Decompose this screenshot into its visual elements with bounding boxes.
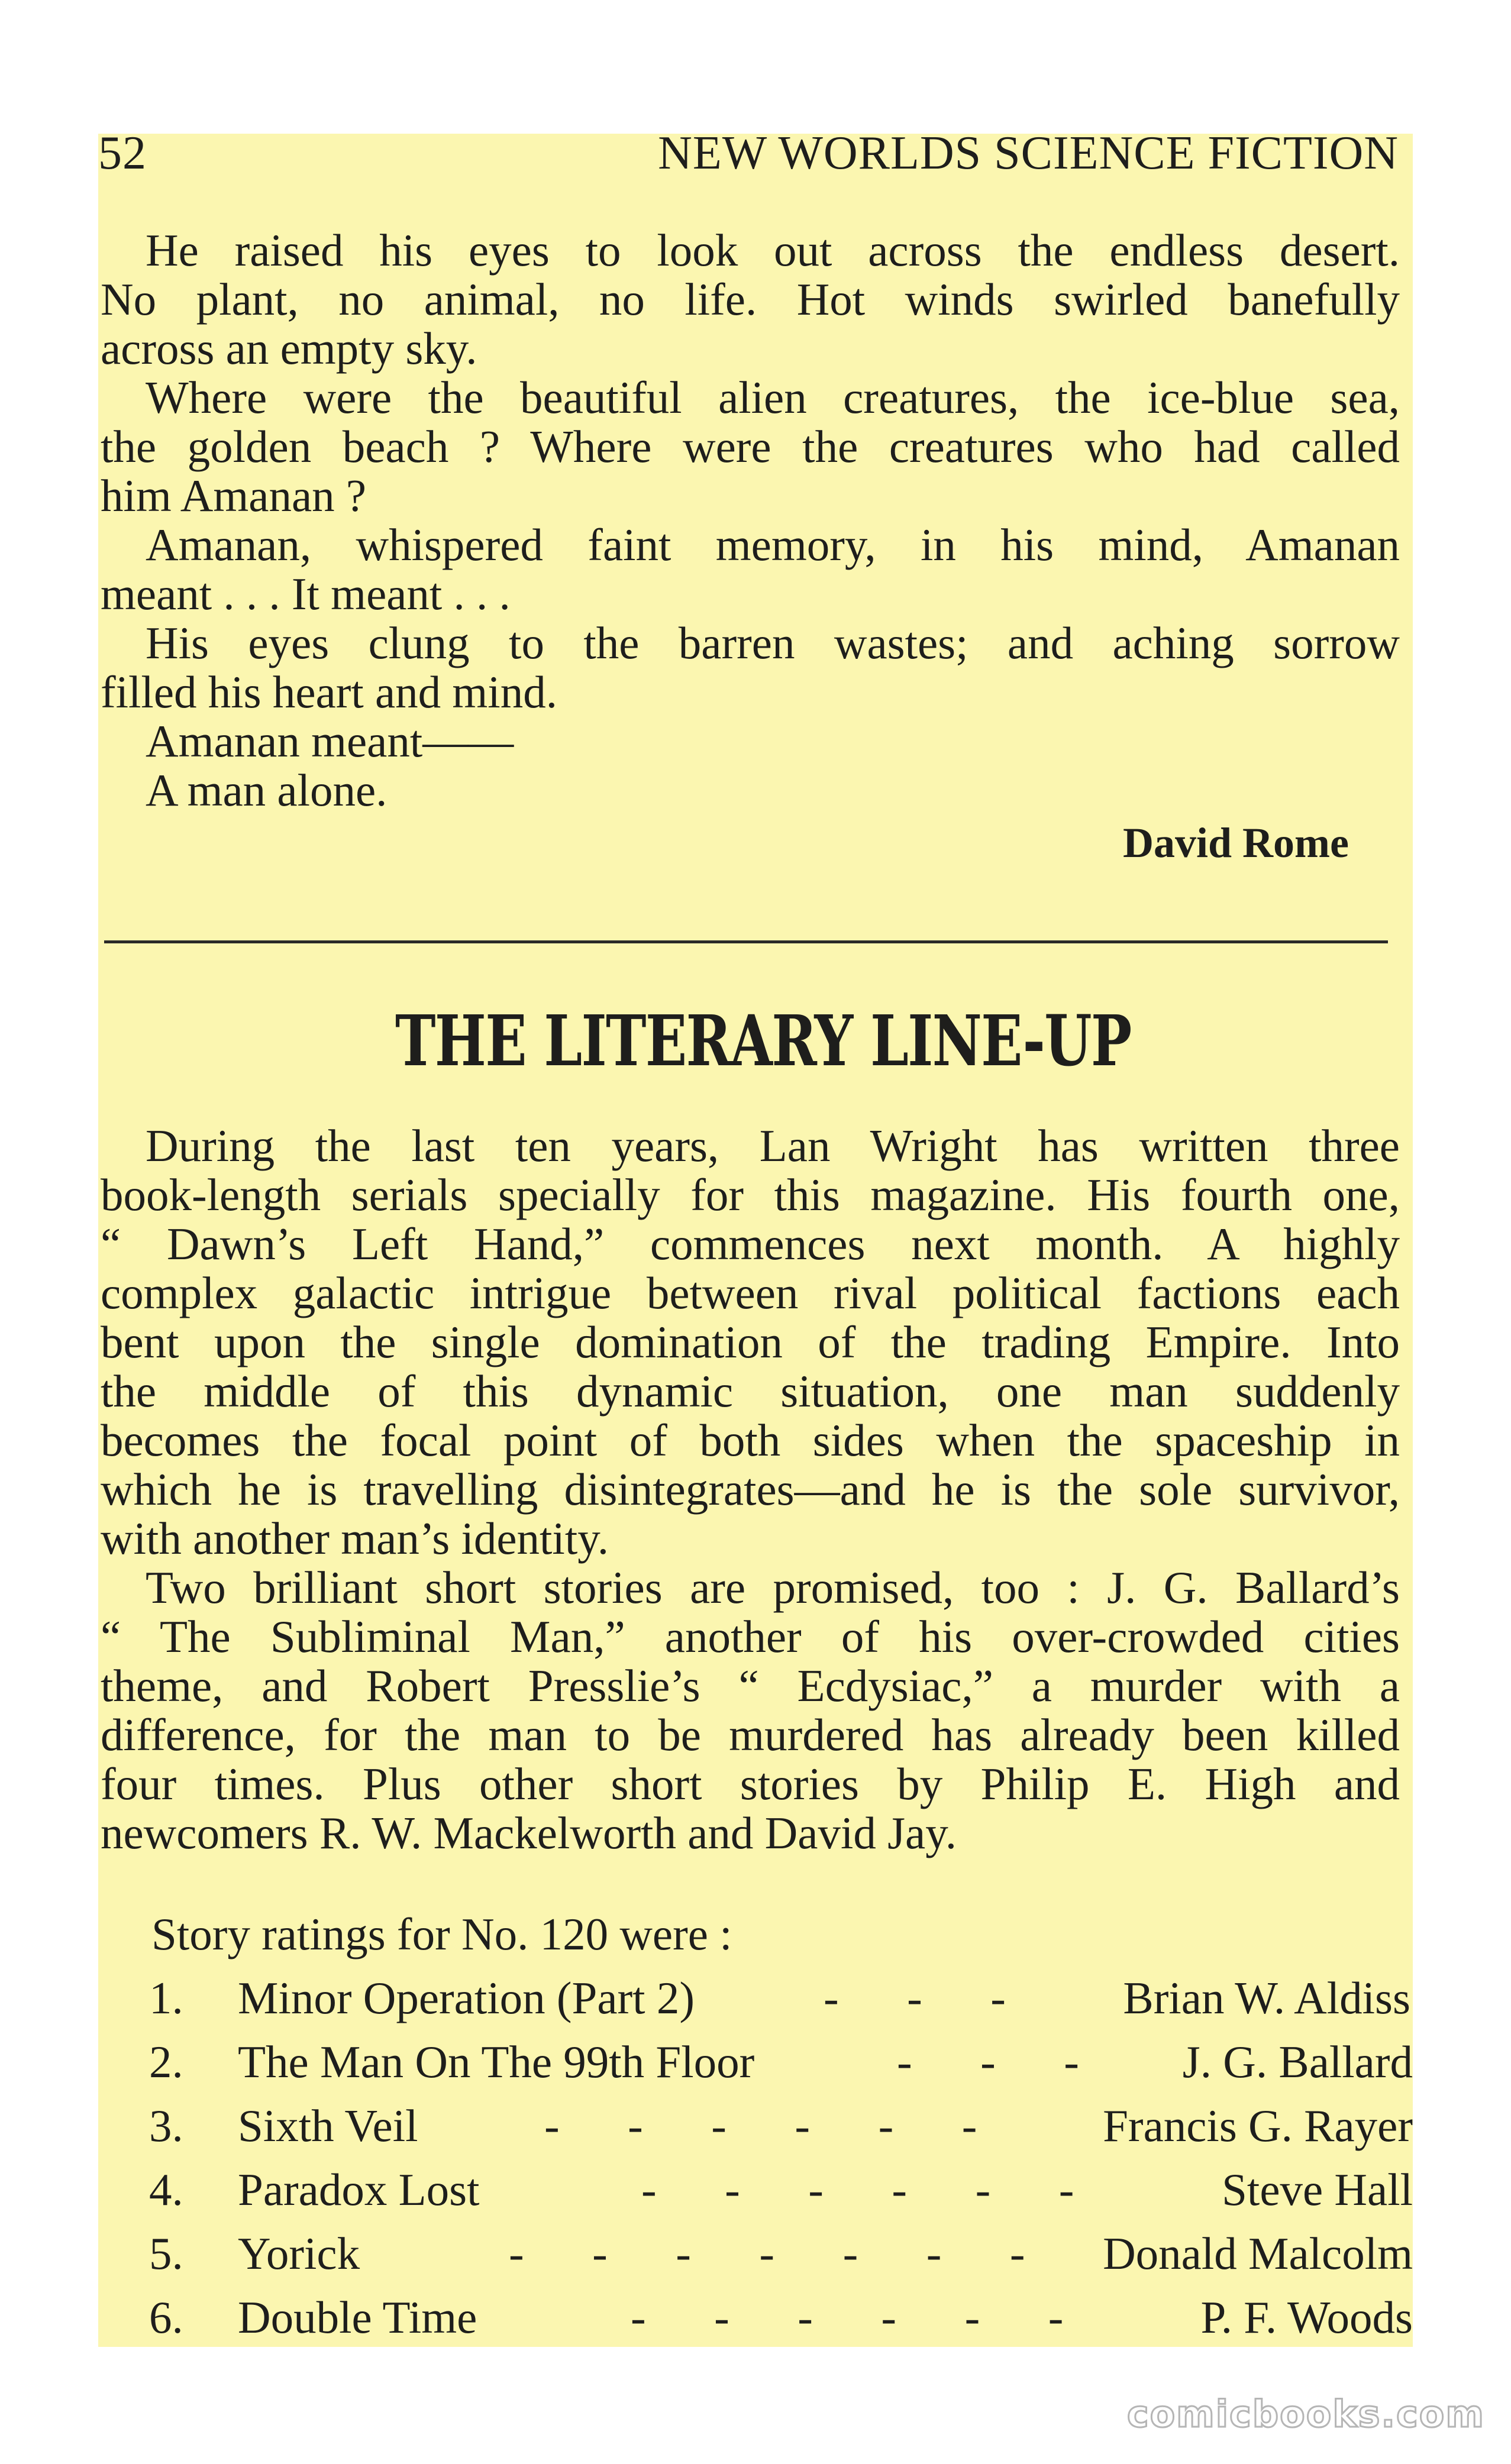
article-paragraph-1	[101, 1121, 1400, 1563]
text-line: the golden beach ? Where were the creatures who had called	[101, 421, 1400, 472]
rating-leader-dashes: - - - - - - -	[509, 2228, 1025, 2279]
ratings-row	[98, 2100, 1413, 2159]
story-ending	[101, 226, 1400, 853]
story-paragraph-5	[101, 717, 1400, 766]
text-line: Two brilliant short stories are promised, too : J. G. Ballard’s	[146, 1562, 1400, 1613]
story-paragraph-2	[101, 373, 1400, 520]
text-line: Amanan, whispered faint memory, in his mind, Amanan	[146, 519, 1400, 570]
text-line: difference, for the man to be murdered has already been killed	[101, 1709, 1400, 1760]
running-title: NEW WORLDS SCIENCE FICTION	[658, 127, 1399, 179]
story-paragraph-4	[101, 619, 1400, 717]
text-line: across an empty sky.	[101, 323, 477, 374]
text-line: Amanan meant——	[146, 716, 514, 767]
rating-author: Brian W. Aldiss	[1123, 1973, 1410, 2023]
ratings-list	[98, 1972, 1413, 2343]
article-body	[101, 1121, 1400, 1867]
text-line: His eyes clung to the barren wastes; and aching sorrow	[146, 617, 1400, 668]
rating-number: 3.	[149, 2100, 183, 2151]
story-author: David Rome	[1123, 819, 1349, 866]
ratings-row	[98, 2291, 1413, 2350]
story-paragraph-6	[101, 766, 1400, 815]
rating-story-title: Sixth Veil	[238, 2100, 418, 2151]
text-line: meant . . . It meant . . .	[101, 568, 511, 619]
ratings-row	[98, 2036, 1413, 2095]
article-paragraph-2	[101, 1563, 1400, 1858]
text-line: newcomers R. W. Mackelworth and David Jay.	[101, 1807, 957, 1858]
text-line: “ Dawn’s Left Hand,” commences next month. A highly	[101, 1218, 1400, 1269]
rating-author: Donald Malcolm	[1103, 2228, 1413, 2279]
story-paragraph-1	[101, 226, 1400, 373]
text-line: the middle of this dynamic situation, one man suddenly	[101, 1366, 1400, 1417]
text-line: During the last ten years, Lan Wright has written three	[146, 1120, 1400, 1171]
rating-author: J. G. Ballard	[1182, 2036, 1413, 2087]
ratings-row	[98, 2164, 1413, 2223]
rating-number: 5.	[149, 2228, 183, 2279]
rating-leader-dashes: - - - - - -	[544, 2100, 977, 2151]
text-line: complex galactic intrigue between rival political factions each	[101, 1267, 1400, 1318]
rating-number: 2.	[149, 2036, 183, 2087]
rating-author: Francis G. Rayer	[1103, 2100, 1413, 2151]
watermark: comicbooks.com	[1126, 2392, 1485, 2436]
rating-author: P. F. Woods	[1200, 2292, 1413, 2343]
section-divider	[104, 940, 1388, 943]
text-line: becomes the focal point of both sides when the spaceship in	[101, 1415, 1400, 1466]
rating-number: 6.	[149, 2292, 183, 2343]
text-line: He raised his eyes to look out across the endless desert.	[146, 225, 1400, 276]
rating-story-title: Minor Operation (Part 2)	[238, 1973, 695, 2023]
ratings-row	[98, 1972, 1413, 2031]
text-line: four times. Plus other short stories by Philip E. High and	[101, 1758, 1400, 1809]
text-line: with another man’s identity.	[101, 1513, 609, 1564]
rating-story-title: Double Time	[238, 2292, 477, 2343]
text-line: No plant, no animal, no life. Hot winds swirled banefully	[101, 274, 1400, 325]
rating-story-title: The Man On The 99th Floor	[238, 2036, 755, 2087]
rating-leader-dashes: - - -	[824, 1973, 1006, 2023]
text-line: bent upon the single domination of the trading Empire. Into	[101, 1317, 1400, 1367]
text-line: Where were the beautiful alien creatures, the ice-blue sea,	[146, 372, 1400, 423]
page-number: 52	[98, 127, 147, 179]
text-line: book-length serials specially for this magazine. His fourth one,	[101, 1169, 1400, 1220]
text-line: theme, and Robert Presslie’s “ Ecdysiac,” a murder with a	[101, 1660, 1400, 1711]
rating-leader-dashes: - - - - - -	[641, 2164, 1074, 2215]
rating-leader-dashes: - - -	[897, 2036, 1079, 2087]
rating-leader-dashes: - - - - - -	[631, 2292, 1064, 2343]
story-paragraph-3	[101, 520, 1400, 619]
ratings-row	[98, 2227, 1413, 2287]
text-line: filled his heart and mind.	[101, 667, 557, 717]
text-line: “ The Subliminal Man,” another of his over-crowded cities	[101, 1611, 1400, 1662]
ratings-intro: Story ratings for No. 120 were :	[151, 1909, 732, 1959]
text-line: A man alone.	[146, 765, 388, 816]
text-line: him Amanan ?	[101, 470, 367, 521]
rating-number: 1.	[149, 1973, 183, 2023]
rating-story-title: Paradox Lost	[238, 2164, 480, 2215]
rating-author: Steve Hall	[1222, 2164, 1413, 2215]
article-title: THE LITERARY LINE-UP	[395, 1000, 1131, 1082]
text-line: which he is travelling disintegrates—and he is the sole survivor,	[101, 1464, 1400, 1515]
rating-number: 4.	[149, 2164, 183, 2215]
rating-story-title: Yorick	[238, 2228, 360, 2279]
